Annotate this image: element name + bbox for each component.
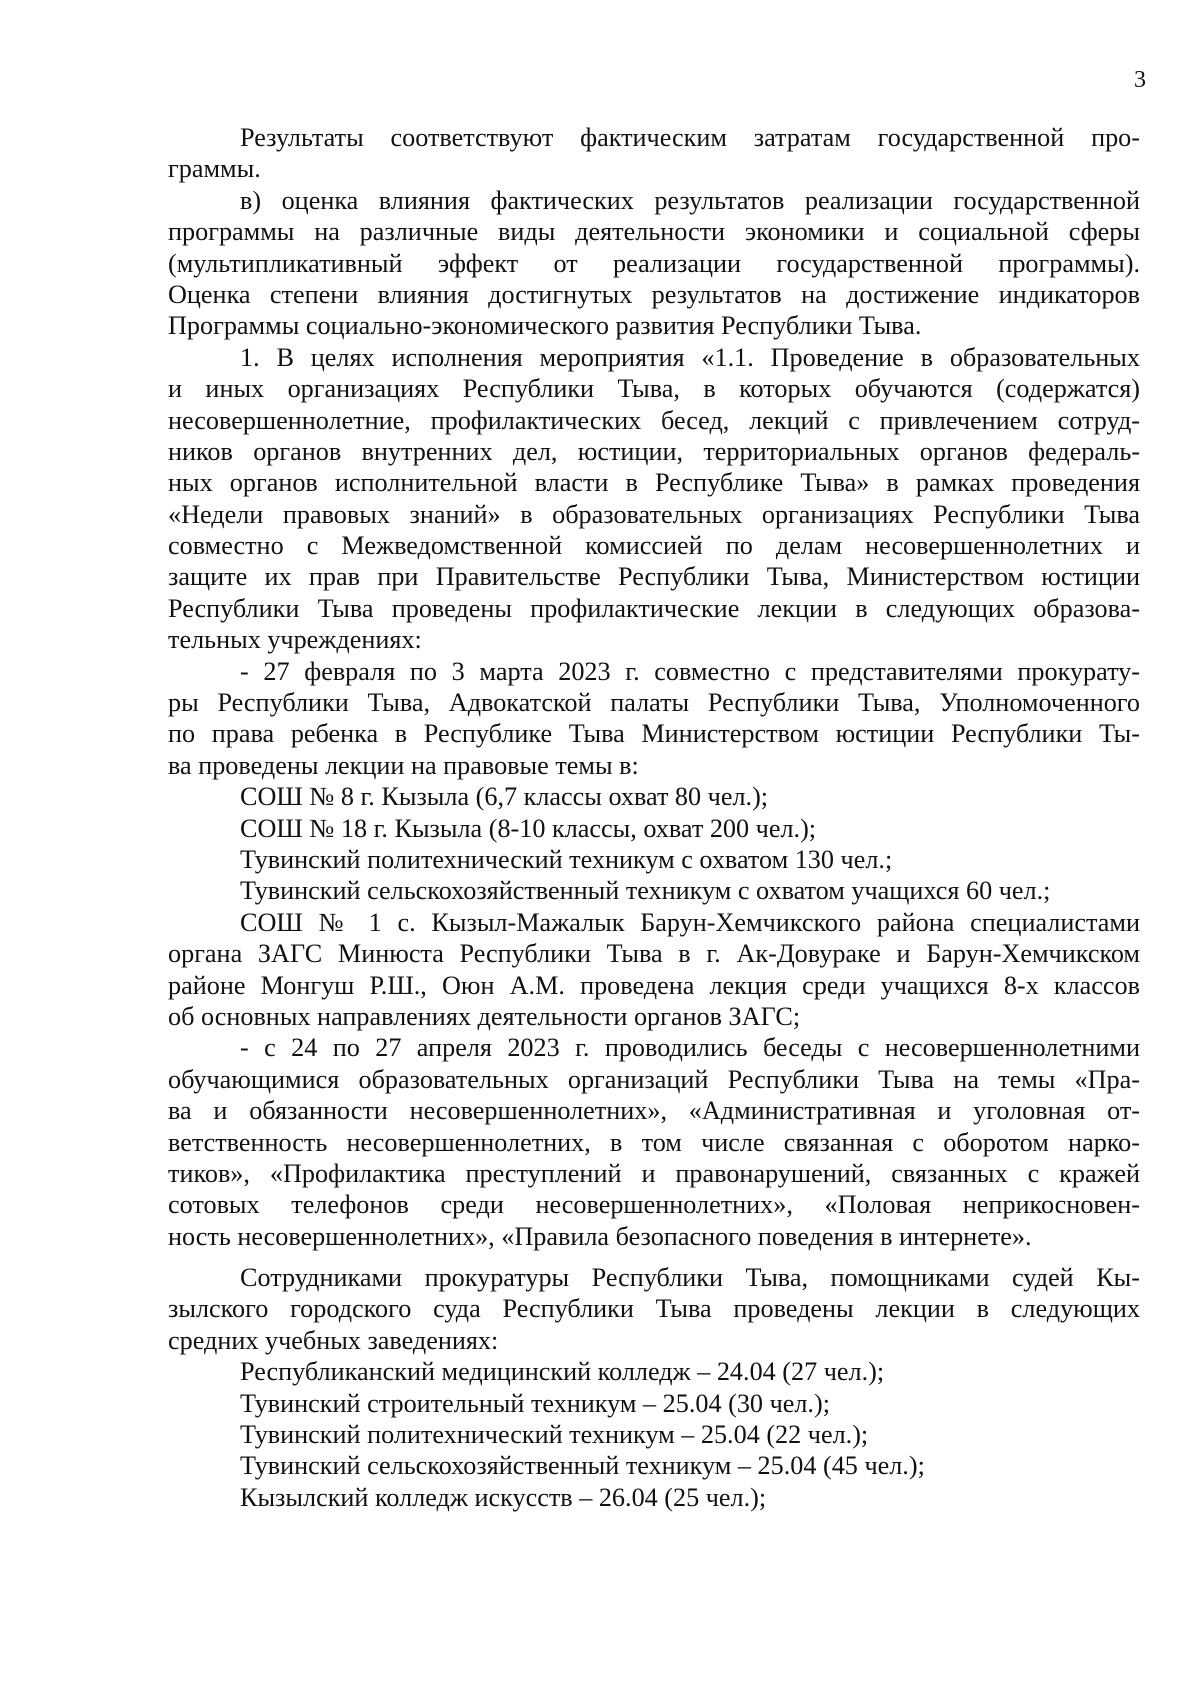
text-line: Результаты соответствуют фактическим затратам государственной про- [240,123,1140,152]
text-line: 1. В целях исполнения мероприятия «1.1. Проведение в образовательных [240,342,1140,372]
text-line: ветственность несовершеннолетних, в том числе связанная с оборотом нарко- [168,1127,1140,1157]
page-number: 3 [1134,67,1146,93]
text-line: СОШ № 18 г. Кызыла (8-10 классы, охват 200 чел.); [240,813,817,843]
text-line: районе Монгуш Р.Ш., Оюн А.М. проведена лекция среди учащихся 8-х классов [168,970,1140,1000]
text-line: Тувинский строительный техникум – 25.04 (30 чел.); [240,1388,830,1418]
text-line: тельных учреждениях: [168,625,422,655]
text-line: средних учебных заведениях: [168,1325,499,1355]
text-line: тиков», «Профилактика преступлений и правонарушений, связанных с кражей [168,1158,1140,1188]
paragraph-gap [168,1252,1140,1262]
text-line: ры Республики Тыва, Адвокатской палаты Республики Тыва, Уполномоченного [168,688,1140,718]
text-line: (мультипликативный эффект от реализации государственной программы). [168,248,1140,278]
text-line: Кызылский колледж искусств – 26.04 (25 чел.); [240,1482,767,1512]
text-line: «Недели правовых знаний» в образовательных организациях Республики Тыва [168,499,1140,529]
text-line: Сотрудниками прокуратуры Республики Тыва, помощниками судей Кы- [240,1263,1140,1293]
text-line: - 27 февраля по 3 марта 2023 г. совместно с представителями прокурату- [240,656,1140,686]
text-line: ных органов исполнительной власти в Республике Тыва» в рамках проведения [168,468,1140,498]
text-line: Республиканский медицинский колледж – 24.04 (27 чел.); [240,1357,885,1387]
text-line: защите их прав при Правительстве Республики Тыва, Министерством юстиции [168,562,1140,592]
text-line: ников органов внутренних дел, юстиции, территориальных органов федераль- [168,436,1140,466]
text-line: ва и обязанности несовершеннолетних», «Административная и уголовная от- [168,1096,1140,1126]
text-line: обучающимися образовательных организаций Республики Тыва на темы «Пра- [168,1064,1140,1094]
text-line: несовершеннолетние, профилактических бесед, лекций с привлечением сотруд- [168,405,1140,435]
text-line: граммы. [168,154,261,184]
text-line: СОШ № 1 с. Кызыл-Мажалык Барун-Хемчикского района специалистами [240,907,1140,937]
text-line: об основных направлениях деятельности органов ЗАГС; [168,1001,801,1031]
text-line: и иных организациях Республики Тыва, в которых обучаются (содержатся) [168,374,1140,404]
text-line: ность несовершеннолетних», «Правила безопасного поведения в интернете». [168,1221,1032,1251]
text-line: программы на различные виды деятельности экономики и социальной сферы [168,217,1140,247]
text-line: Оценка степени влияния достигнутых результатов на достижение индикаторов [168,279,1140,309]
text-line: по права ребенка в Республике Тыва Министерством юстиции Республики Ты- [168,719,1140,749]
text-line: Тувинский политехнический техникум с охватом 130 чел.; [240,844,893,874]
text-line: сотовых телефонов среди несовершеннолетних», «Половая неприкосновен- [168,1190,1140,1220]
text-line: СОШ № 8 г. Кызыла (6,7 классы охват 80 чел.); [240,782,769,812]
text-line: - с 24 по 27 апреля 2023 г. проводились беседы с несовершеннолетними [240,1033,1140,1063]
text-line: в) оценка влияния фактических результатов реализации государственной [240,185,1140,215]
text-line: Тувинский сельскохозяйственный техникум – 25.04 (45 чел.); [240,1451,925,1481]
text-line: Тувинский политехнический техникум – 25.04 (22 чел.); [240,1420,869,1450]
text-line: органа ЗАГС Минюста Республики Тыва в г. Ак-Довураке и Барун-Хемчикском [168,939,1140,969]
text-line: Тувинский сельскохозяйственный техникум с охватом учащихся 60 чел.; [240,876,1051,906]
text-line: совместно с Межведомственной комиссией по делам несовершеннолетних и [168,531,1140,561]
text-line: Программы социально-экономического развития Республики Тыва. [168,311,922,341]
text-line: зылского городского суда Республики Тыва проведены лекции в следующих [168,1294,1140,1324]
text-line: ва проведены лекции на правовые темы в: [168,750,639,780]
text-line: Республики Тыва проведены профилактические лекции в следующих образова- [168,593,1140,623]
document-body [168,122,1140,1513]
